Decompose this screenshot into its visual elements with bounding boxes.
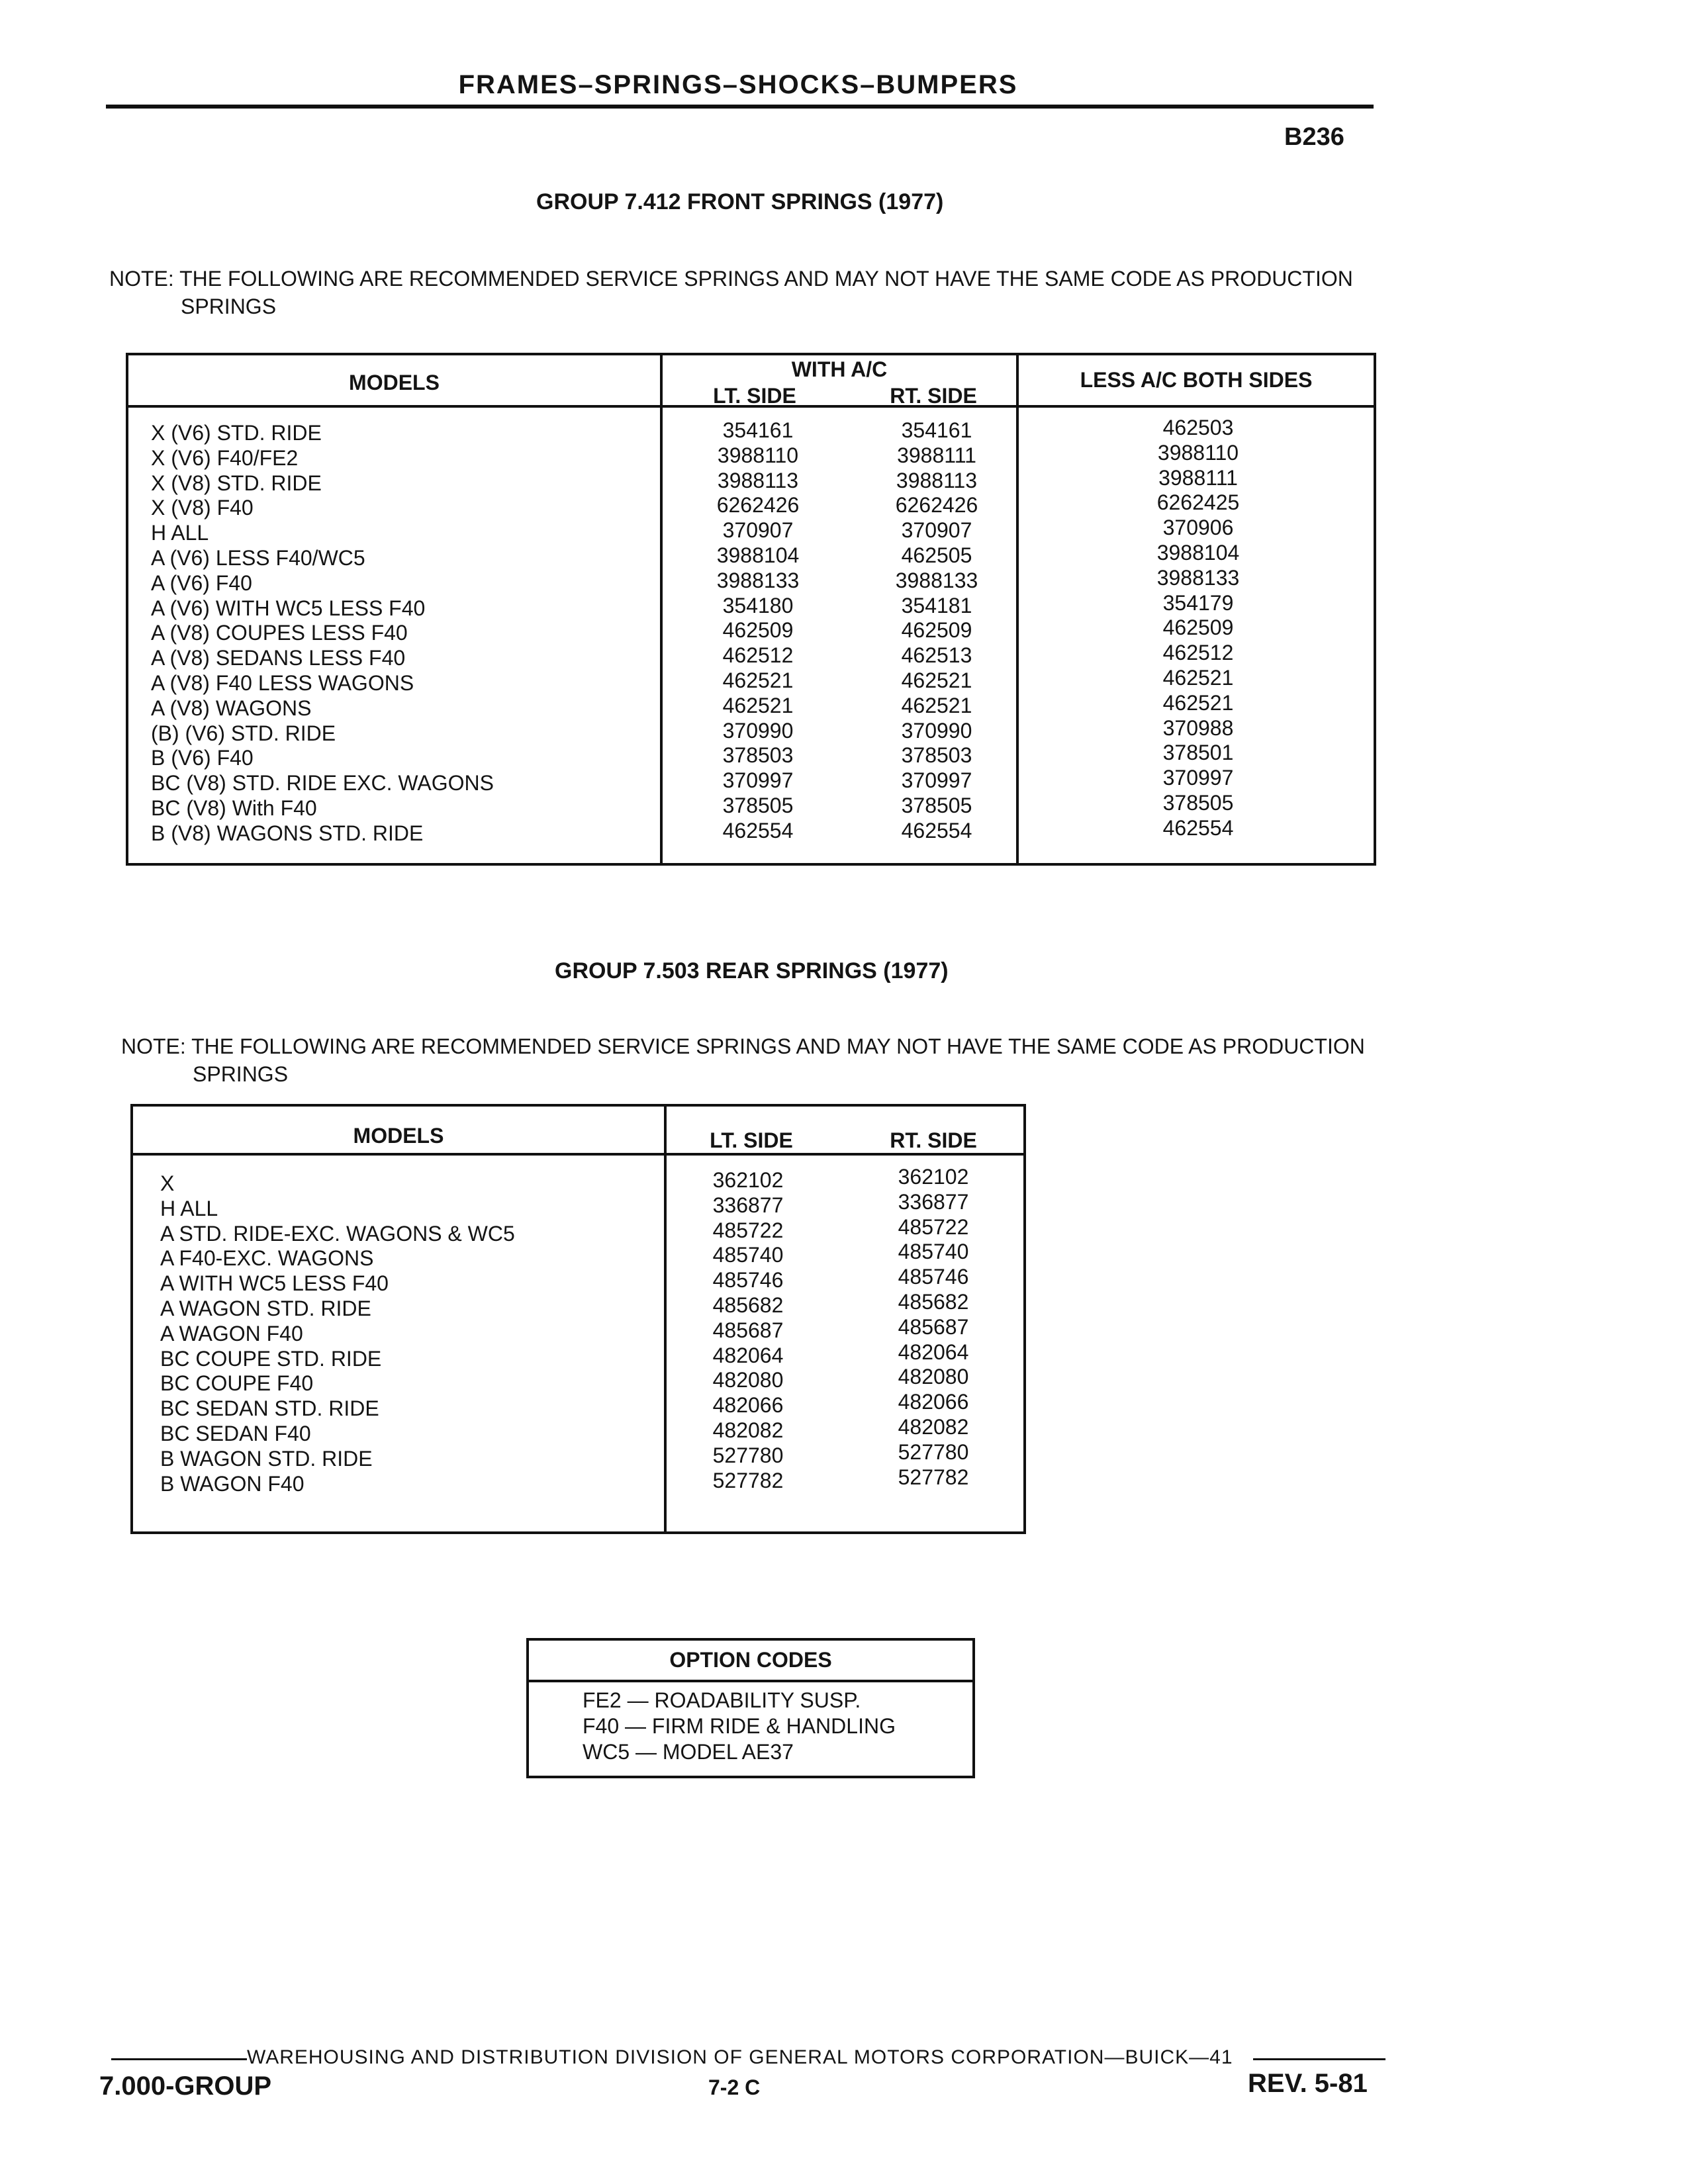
front-table-divider-2 [1016,353,1019,866]
front-row-model: A (V8) WAGONS [151,696,312,720]
front-row-less-ac: 3988104 [1156,540,1240,565]
front-row-lt-side: 354180 [722,593,794,617]
rear-row-rt-side: 485687 [898,1314,969,1339]
front-row-model: X (V6) F40/FE2 [151,445,299,470]
front-row-lt-side: 378503 [722,743,794,768]
front-row-model: X (V8) F40 [151,496,254,520]
front-row-rt-side: 378505 [901,793,972,817]
footer-publisher: WAREHOUSING AND DISTRIBUTION DIVISION OF GENERAL MOTORS CORPORATION—BUICK—41 [247,2046,1233,2068]
front-lt-column [688,418,827,844]
front-row-rt-side: 6262426 [895,493,978,518]
rear-row-model: BC COUPE F40 [160,1371,314,1396]
front-row-model: BC (V8) STD. RIDE EXC. WAGONS [151,771,494,796]
rear-row-lt-side: 485687 [712,1318,784,1342]
front-row-rt-side: 3988111 [897,443,976,467]
rear-row-model: BC COUPE STD. RIDE [160,1346,382,1371]
front-row-rt-side: 370997 [901,768,972,793]
front-row-model: A (V6) F40 [151,570,252,595]
rear-row-rt-side: 527780 [898,1439,969,1464]
rear-row-model: A WAGON F40 [160,1321,303,1345]
front-row-model: (B) (V6) STD. RIDE [151,721,336,745]
rear-row-rt-side: 482064 [898,1340,969,1364]
front-row-rt-side: 462521 [901,668,972,692]
rear-row-lt-side: 485740 [712,1243,784,1267]
rear-row-rt-side: 485682 [898,1289,969,1314]
front-row-rt-side: 462509 [901,618,972,643]
front-row-model: A (V6) LESS F40/WC5 [151,545,365,570]
option-code-item: FE2 — ROADABILITY SUSP. [583,1688,861,1712]
section-title: FRAMES–SPRINGS–SHOCKS–BUMPERS [458,70,1018,99]
front-row-less-ac: 3988111 [1158,465,1238,490]
rear-row-model: A WITH WC5 LESS F40 [160,1271,389,1296]
front-row-lt-side: 3988110 [717,443,799,467]
rear-row-model: X [160,1171,175,1195]
rear-row-lt-side: 362102 [712,1168,784,1192]
rear-row-rt-side: 482066 [898,1390,969,1414]
front-lt-side-header: LT. SIDE [713,384,796,408]
option-codes-header-rule [526,1680,975,1682]
front-with-ac-header: WITH A/C [791,357,888,381]
rear-row-lt-side: 485746 [712,1268,784,1293]
rear-row-model: BC SEDAN STD. RIDE [160,1396,379,1421]
rear-row-lt-side: 482064 [712,1343,784,1367]
front-row-lt-side: 462521 [722,668,794,692]
rear-row-model: A WAGON STD. RIDE [160,1296,371,1320]
front-row-less-ac: 370988 [1162,715,1234,740]
option-code-item: WC5 — MODEL AE37 [583,1740,794,1764]
front-less-column [1125,416,1271,841]
front-row-lt-side: 378505 [722,793,794,817]
front-row-model: H ALL [151,521,209,545]
front-row-less-ac: 462521 [1162,690,1234,715]
rear-row-lt-side: 485682 [712,1293,784,1317]
footer-page-number: 7-2 C [708,2075,761,2099]
rear-note [121,1032,1577,1088]
front-row-model: A (V8) F40 LESS WAGONS [151,670,414,695]
rear-row-rt-side: 527782 [898,1465,969,1489]
front-row-lt-side: 3988104 [716,543,800,567]
rear-row-rt-side: 362102 [898,1165,969,1189]
front-row-less-ac: 370906 [1162,516,1234,540]
front-row-less-ac: 370997 [1162,766,1234,790]
front-row-less-ac: 462554 [1162,815,1234,840]
front-row-rt-side: 462554 [901,818,972,842]
footer-group: 7.000-GROUP [99,2071,272,2101]
rear-models-column [160,1171,515,1496]
front-row-model: X (V6) STD. RIDE [151,421,322,445]
front-note-line2: SPRINGS [181,295,277,318]
option-codes-list [583,1688,896,1765]
front-row-model: A (V8) SEDANS LESS F40 [151,646,406,670]
front-row-lt-side: 462521 [722,693,794,717]
front-row-lt-side: 6262426 [716,493,800,518]
front-row-model: B (V8) WAGONS STD. RIDE [151,821,424,845]
front-note-line1: NOTE: THE FOLLOWING ARE RECOMMENDED SERVICE SPRINGS AND MAY NOT HAVE THE SAME CODE AS PRODUCTION [109,267,1353,291]
rear-row-rt-side: 482082 [898,1414,969,1439]
header-rule [106,105,1374,109]
front-row-rt-side: 370907 [901,518,972,543]
rear-row-lt-side: 336877 [712,1193,784,1217]
rear-row-lt-side: 527782 [712,1468,784,1492]
rear-table-header-rule [130,1153,1026,1156]
front-row-model: A (V6) WITH WC5 LESS F40 [151,596,426,620]
rear-row-model: A STD. RIDE-EXC. WAGONS & WC5 [160,1221,515,1246]
front-note [109,265,1566,320]
front-row-rt-side: 462521 [901,693,972,717]
rear-row-lt-side: 485722 [712,1218,784,1242]
rear-row-lt-side: 527780 [712,1443,784,1467]
rear-row-model: H ALL [160,1196,218,1220]
front-row-rt-side: 354181 [901,593,972,617]
footer-rule-left [111,2058,247,2060]
footer-revision: REV. 5-81 [1248,2069,1368,2098]
rear-models-header: MODELS [353,1124,444,1148]
rear-row-rt-side: 485722 [898,1214,969,1239]
rear-table-divider [664,1104,667,1534]
front-row-rt-side: 3988133 [895,568,978,592]
front-row-lt-side: 354161 [722,418,794,442]
front-row-lt-side: 462509 [722,618,794,643]
option-code-item: F40 — FIRM RIDE & HANDLING [583,1714,896,1738]
rear-row-rt-side: 485740 [898,1240,969,1264]
front-row-less-ac: 6262425 [1156,490,1240,515]
front-row-lt-side: 370990 [722,718,794,743]
page-code: B236 [1284,123,1344,151]
front-row-rt-side: 378503 [901,743,972,768]
front-row-less-ac: 462512 [1162,641,1234,665]
front-table-divider-1 [660,353,663,866]
front-row-rt-side: 354161 [901,418,972,442]
front-row-less-ac: 378505 [1162,790,1234,815]
front-models-header: MODELS [349,371,440,394]
front-row-less-ac: 354179 [1162,590,1234,615]
front-row-rt-side: 462513 [901,643,972,668]
front-row-lt-side: 3988133 [716,568,800,592]
front-rt-column [867,418,1006,844]
front-row-model: B (V6) F40 [151,746,254,770]
front-models-column [151,421,494,846]
rear-row-rt-side: 485746 [898,1265,969,1289]
rear-row-lt-side: 482082 [712,1418,784,1442]
rear-note-line1: NOTE: THE FOLLOWING ARE RECOMMENDED SERVICE SPRINGS AND MAY NOT HAVE THE SAME CODE AS PRODUCTION [121,1034,1365,1058]
front-row-lt-side: 370997 [722,768,794,793]
rear-row-lt-side: 482066 [712,1393,784,1418]
rear-rt-column [867,1165,1000,1490]
front-row-less-ac: 3988133 [1156,565,1240,590]
footer-rule-right [1253,2058,1385,2060]
rear-row-model: A F40-EXC. WAGONS [160,1246,374,1271]
rear-row-rt-side: 336877 [898,1189,969,1214]
front-rt-side-header: RT. SIDE [890,384,977,408]
rear-note-line2: SPRINGS [193,1062,289,1086]
front-row-less-ac: 462509 [1162,615,1234,640]
front-row-rt-side: 462505 [901,543,972,567]
front-row-less-ac: 3988110 [1157,440,1239,465]
front-row-less-ac: 462503 [1162,416,1234,439]
rear-lt-column [682,1168,814,1493]
front-row-rt-side: 3988113 [896,468,978,492]
rear-lt-side-header: LT. SIDE [710,1128,793,1152]
rear-row-rt-side: 482080 [898,1365,969,1389]
rear-row-model: B WAGON STD. RIDE [160,1446,373,1471]
front-row-lt-side: 462554 [722,818,794,842]
front-row-rt-side: 370990 [901,718,972,743]
front-row-less-ac: 462521 [1162,665,1234,690]
front-row-lt-side: 3988113 [717,468,799,492]
rear-springs-title: GROUP 7.503 REAR SPRINGS (1977) [555,958,949,983]
rear-row-model: BC SEDAN F40 [160,1421,311,1445]
rear-row-model: B WAGON F40 [160,1471,305,1496]
front-row-less-ac: 378501 [1162,741,1234,765]
front-springs-title: GROUP 7.412 FRONT SPRINGS (1977) [536,189,944,214]
front-row-model: A (V8) COUPES LESS F40 [151,621,408,645]
rear-row-lt-side: 482080 [712,1368,784,1392]
front-less-ac-header: LESS A/C BOTH SIDES [1080,368,1313,392]
front-row-model: BC (V8) With F40 [151,796,317,820]
option-codes-title: OPTION CODES [669,1648,832,1672]
front-row-model: X (V8) STD. RIDE [151,471,322,495]
front-row-lt-side: 370907 [722,518,794,543]
front-row-lt-side: 462512 [722,643,794,668]
rear-rt-side-header: RT. SIDE [890,1128,977,1152]
